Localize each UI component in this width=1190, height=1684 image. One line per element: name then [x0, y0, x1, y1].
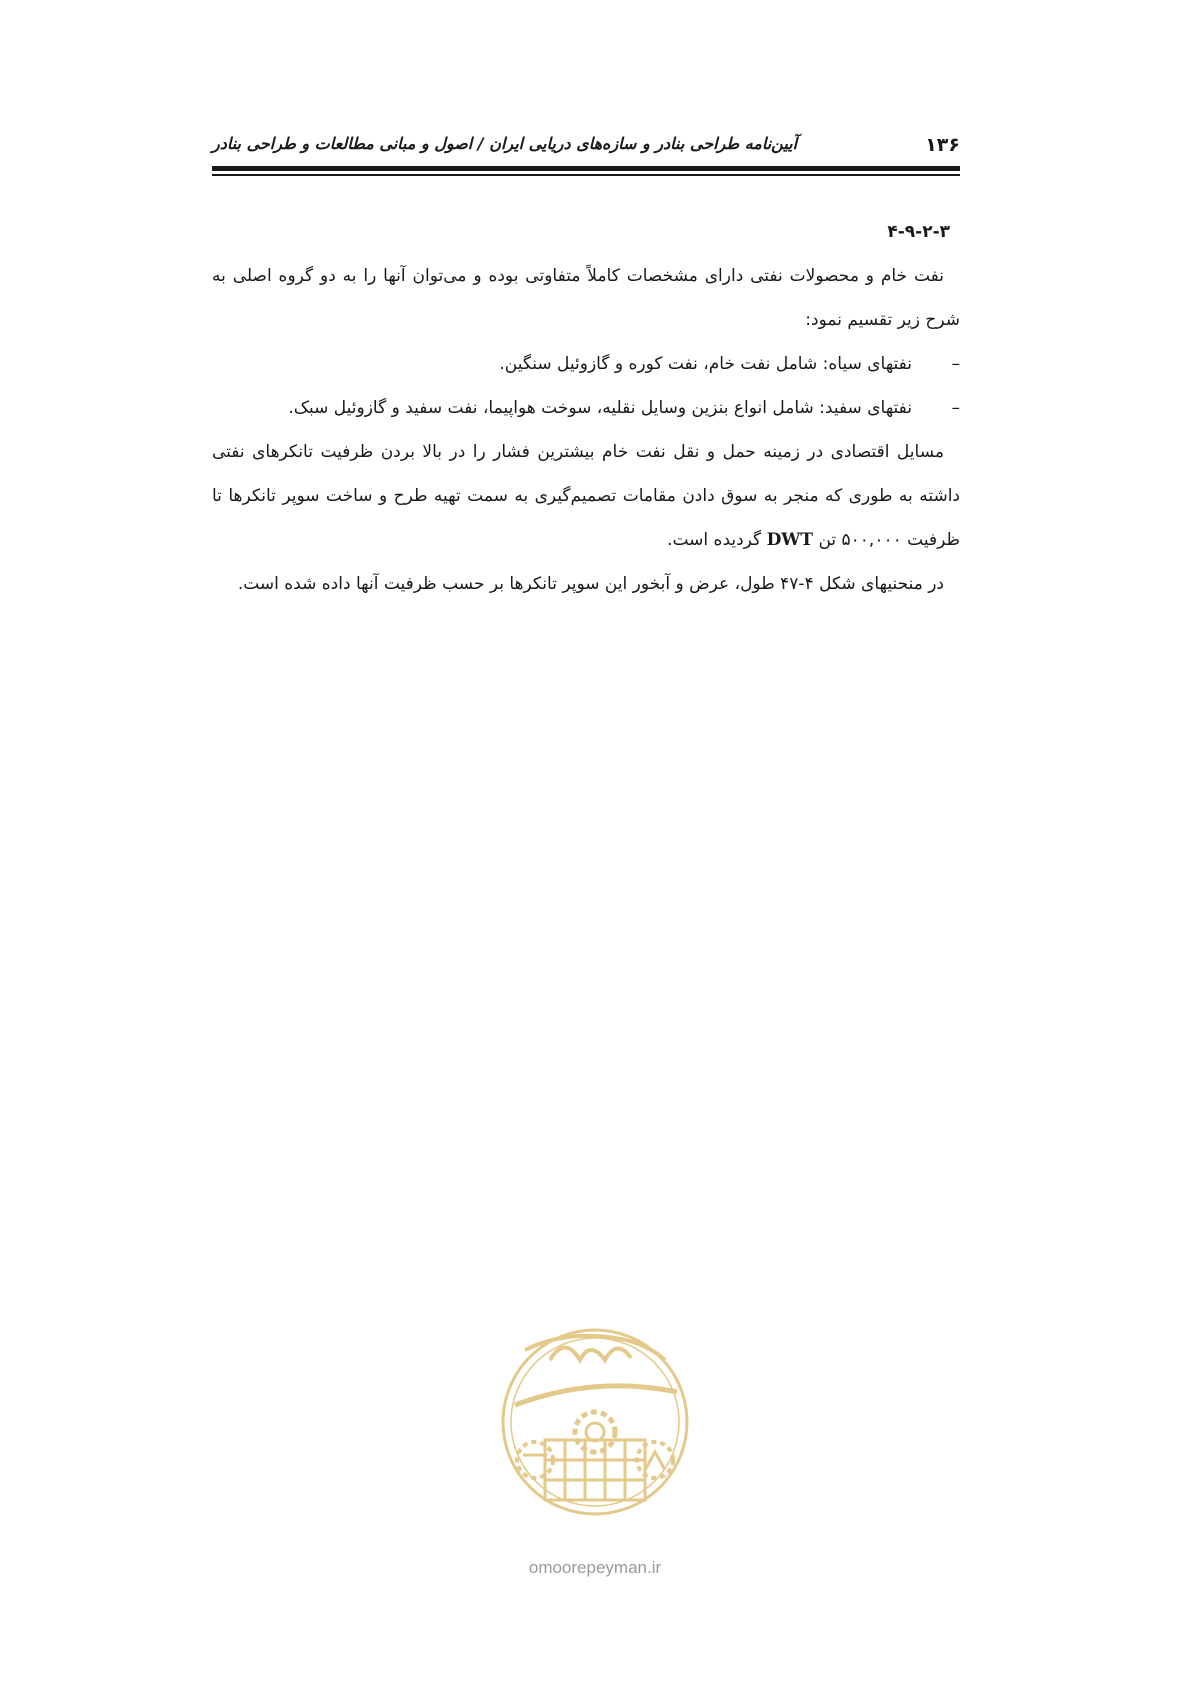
page-number: ۱۳۶	[925, 134, 960, 156]
body-content	[212, 210, 960, 606]
section-number: ۴-۹-۲-۳	[887, 222, 950, 242]
list-item	[212, 342, 960, 386]
paragraph-economics	[212, 430, 960, 562]
paragraph-economics-end: گردیده است.	[667, 530, 762, 550]
watermark-seal-icon	[495, 1320, 695, 1560]
bullet-dash: –	[951, 398, 960, 418]
paragraph-economics-text: مسایل اقتصادی در زمینه حمل و نقل نفت خام بیشترین فشار را در بالا بردن ظرفیت تانکرهای نفتی داشته به طوری که منجر به سوق دادن مقامات تصمیم‌گیری به سمت تهیه طرح و ساخت سوپر تانکرها تا ظرفیت ۵۰۰,۰۰۰ تن	[212, 442, 960, 550]
paragraph-intro: نفت خام و محصولات نفتی دارای مشخصات کاملاً متفاوتی بوده و می‌توان آنها را به دو گروه اصلی به شرح زیر تقسیم نمود:	[212, 266, 960, 330]
header-rule-thick	[212, 166, 960, 171]
bullet-text-white-oils: نفتهای سفید: شامل انواع بنزین وسایل نقلیه، سوخت هواپیما، نفت سفید و گازوئیل سبک.	[288, 398, 912, 418]
dwt-unit: DWT	[766, 530, 814, 550]
page-header	[212, 128, 960, 168]
paragraph-figure-ref: در منحنیهای شکل ۴-۴۷ طول، عرض و آبخور این سوپر تانکرها بر حسب ظرفیت آنها داده شده است.	[237, 574, 944, 594]
running-title: آیین‌نامه طراحی بنادر و سازه‌های دریایی ایران / اصول و مبانی مطالعات و طراحی بنادر	[212, 134, 798, 153]
header-rule-thin	[212, 174, 960, 176]
watermark-site-url: omoorepeyman.ir	[528, 1558, 662, 1577]
bullet-text-black-oils: نفتهای سیاه: شامل نفت خام، نفت کوره و گازوئیل سنگین.	[499, 354, 912, 374]
list-item	[212, 386, 960, 430]
bullet-dash: –	[951, 354, 960, 374]
